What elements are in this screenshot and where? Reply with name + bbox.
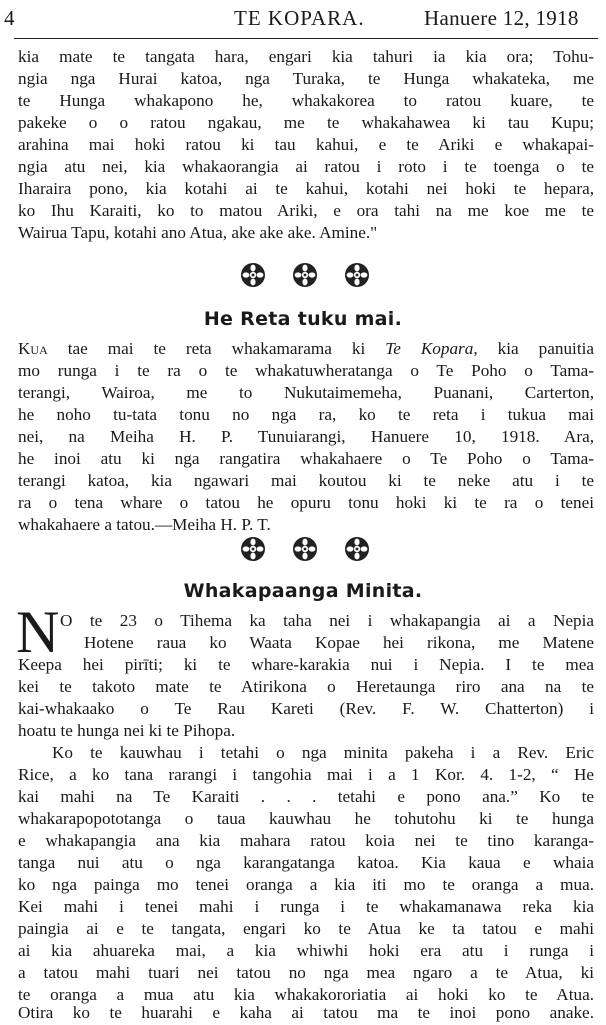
text-line: whakahaere a tatou.—Meiha H. P. T. [18,515,271,534]
text-line: te oranga a mua atu kia whakakororiatia ai hoki ko te Atua. [18,985,594,1004]
text-line: Hotene raua ko Waata Kopae hei rikona, me Matene [84,633,594,652]
rosette-ornament-icon [344,262,370,288]
text-run: tae mai te reta whakamarama ki [47,339,386,358]
text-line: ko nga painga mo tenei oranga a kia iti mo te oranga a mua. [18,875,594,894]
text-line: kai mahi na Te Karaiti . . . tetahi e pono ana.” Ko te [18,787,594,806]
rosette-ornament-icon [292,536,318,562]
text-line: tanga nui atu o nga karangatanga katoa. Kia kaua e whaia [18,853,594,872]
text-line: Iharaira pono, kia kotahi ai te kahui, kotahi nei hoki te hepara, [18,179,594,198]
text-line: ngia nga Hurai katoa, nga Turaka, te Hunga whakateka, me [18,69,594,88]
rosette-ornament-icon [292,262,318,288]
text-line: Ko te kauwhau i tetahi o nga minita pakeha i a Rev. Eric [52,743,594,762]
text-line: kia mate te tangata hara, engari kia tahuri ia kia ora; Tohu- [18,47,594,66]
publication-name: Te Kopara [385,339,474,358]
letter-first-line [18,338,594,360]
text-line: whakarapopototanga o taua kauwhau he tohutohu ki te hunga [18,809,594,828]
drop-cap: N [16,599,60,665]
text-line: mo runga i te ra o te whakatuwheratanga o Te Poho o Tama- [18,361,594,380]
running-head [0,0,606,34]
text-line: terangi katoa, kia ngawari mai koutou ki te neke atu i te [18,471,594,490]
text-line: ai kia ahuareka mai, a kia whiwhi hoki era atu i runga i [18,941,594,960]
text-line: kai-whakaako o Te Rau Kareti (Rev. F. W. Chatterton) i [18,699,594,718]
text-run: , kia panuitia [473,339,594,358]
text-line: pakeke o o ratou ngakau, me te whakahawea ki tau Kupu; [18,113,594,132]
ornament-divider [240,536,370,562]
text-line: ra o tena whare o tatou he opuru tonu hoki ki te ra o tenei [18,493,594,512]
header-rule [14,38,598,39]
text-line: paingia ai e te tangata, engari ko te Atua ke ta tatou e mahi [18,919,594,938]
text-line: O te 23 o Tihema ka taha nei i whakapangia ai a Nepia [60,611,594,630]
text-line: ko Ihu Karaiti, ko to matou Ariki, e ora tahi na me koe me te [18,201,594,220]
text-line: terangi, Wairoa, me to Nukutaimemeha, Puanani, Carterton, [18,383,594,402]
text-line: e whakapangia ana kia mahara ratou koia nei te tino karanga- [18,831,594,850]
text-line: te Hunga whakapono he, whakakorea to ratou kuare, te [18,91,594,110]
rosette-ornament-icon [240,536,266,562]
text-line: Otira ko te huarahi e kaha ai tatou ma te inoi pono anake. [18,1003,594,1022]
text-line: ngia atu nei, kia whakaorangia ai ratou i roto i te toenga o te [18,157,594,176]
text-line: hoatu te hunga nei ki te Pihopa. [18,721,236,740]
ornament-divider [240,262,370,288]
text-line: nei, na Meiha H. P. Tunuiarangi, Hanuere 10, 1918. Ara, [18,427,594,446]
text-line: Keepa hei pirīti; ki te whare-karakia nui i Nepia. I te mea [18,655,594,674]
rosette-ornament-icon [240,262,266,288]
newspaper-title: TE KOPARA. [234,6,365,30]
text-line: Kei mahi i tenei mahi i runga i te whakamanawa reka kia [18,897,594,916]
text-line: arahina mai hoki ratou ki tau kahui, e te Ariki e whakapai- [18,135,594,154]
text-line: Wairua Tapu, kotahi ano Atua, ake ake ake. Amine." [18,223,378,242]
text-line: kei te takoto mate te Atirikona o Heretaunga riro ana na te [18,677,594,696]
rosette-ornament-icon [344,536,370,562]
smallcaps-opening: Kua [18,339,48,358]
text-line: he inoi atu ki nga rangatira whakahaere o Te Poho o Tama- [18,449,594,468]
text-line: a tatou mahi tuari nei tatou no nga mea ngaro a te Atua, ki [18,963,594,982]
text-line: Rice, a ko tana rarangi i tangohia mai i a 1 Kor. 4. 1-2, “ He [18,765,594,784]
article-heading: Whakapaanga Minita. [183,580,423,602]
letter-heading: He Reta tuku mai. [203,308,403,330]
issue-date: Hanuere 12, 1918 [424,6,579,30]
page-number: 4 [4,6,15,30]
text-line: he noho tu-tata tonu no nga ra, ko te reta i tukua mai [18,405,594,424]
